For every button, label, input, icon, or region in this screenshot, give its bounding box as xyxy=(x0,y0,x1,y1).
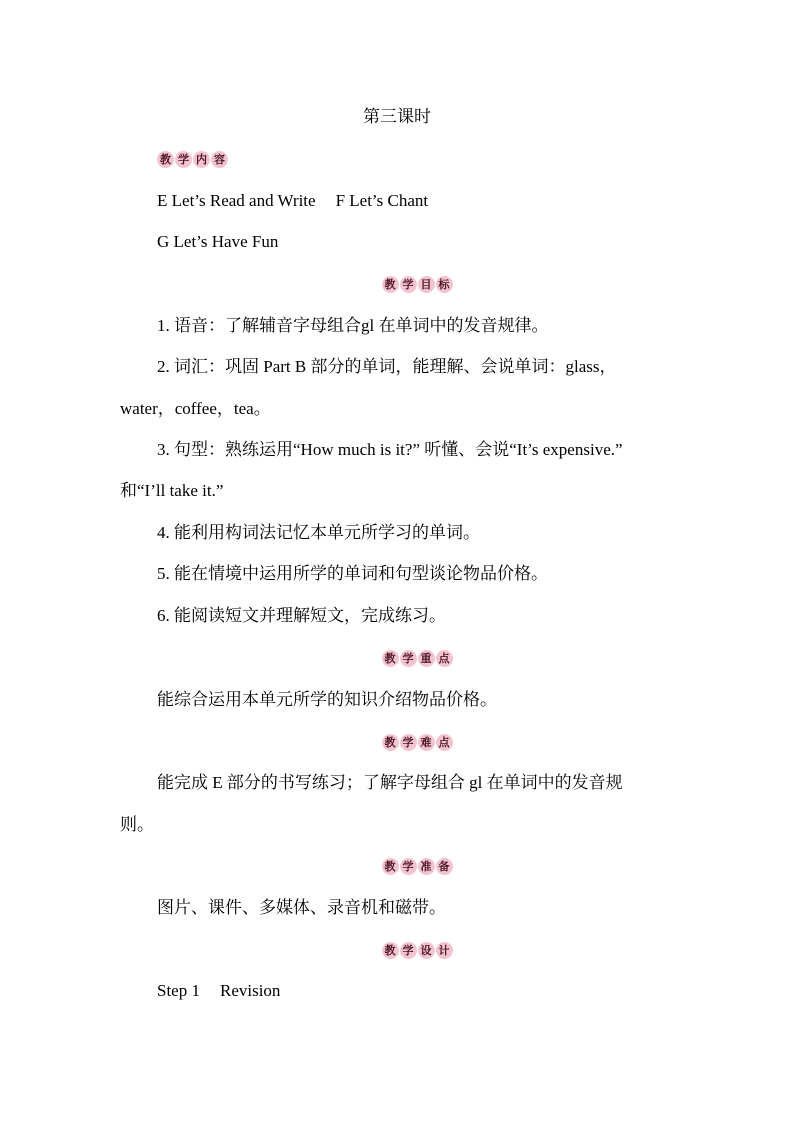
badge-character: 容 xyxy=(211,151,228,168)
step-label: Step 1 xyxy=(157,981,200,1000)
badge-character: 学 xyxy=(175,151,192,168)
prep-text: 图片、课件、多媒体、录音机和磁带。 xyxy=(157,898,446,917)
goal-3-line-2: 和“I’ll take it.” xyxy=(120,481,224,500)
content-line-1 xyxy=(157,188,428,214)
badge-character: 点 xyxy=(436,650,453,667)
badge-character: 学 xyxy=(400,858,417,875)
goal-2-line-2: water，coffee，tea。 xyxy=(120,399,271,418)
page-title: 第三课时 xyxy=(363,107,431,126)
section-badge-prep xyxy=(0,855,794,877)
section-badge-difficulties xyxy=(0,731,794,753)
difficulties-line-1: 能完成 E 部分的书写练习；了解字母组合 gl 在单词中的发音规 xyxy=(157,773,623,792)
badge-character: 备 xyxy=(436,858,453,875)
badge-character: 教 xyxy=(382,650,399,667)
badge-character: 内 xyxy=(193,151,210,168)
goal-1: 1. 语音：了解辅音字母组合gl 在单词中的发音规律。 xyxy=(157,316,549,335)
goal-4: 4. 能利用构词法记忆本单元所学习的单词。 xyxy=(157,523,480,542)
badge-character: 点 xyxy=(436,734,453,751)
content-item-f: F Let’s Chant xyxy=(335,191,429,210)
badge-goals xyxy=(382,276,453,293)
design-step-1 xyxy=(157,978,280,1004)
badge-character: 标 xyxy=(436,276,453,293)
badge-character: 学 xyxy=(400,650,417,667)
section-badge-content xyxy=(157,148,228,170)
badge-character: 学 xyxy=(400,276,417,293)
badge-character: 重 xyxy=(418,650,435,667)
goal-3-line-1: 3. 句型：熟练运用“How much is it?” 听懂、会说“It’s expensive.” xyxy=(157,440,623,459)
step-title: Revision xyxy=(219,981,281,1000)
goal-5: 5. 能在情境中运用所学的单词和句型谈论物品价格。 xyxy=(157,564,548,583)
badge-character: 难 xyxy=(418,734,435,751)
badge-character: 目 xyxy=(418,276,435,293)
content-line-2: G Let’s Have Fun xyxy=(157,232,279,251)
badge-content xyxy=(157,151,228,168)
badge-character: 学 xyxy=(400,942,417,959)
badge-character: 计 xyxy=(436,942,453,959)
section-badge-design xyxy=(0,939,794,961)
badge-prep xyxy=(382,858,453,875)
content-item-e: E Let’s Read and Write xyxy=(157,191,316,210)
badge-difficulties xyxy=(382,734,453,751)
goal-6: 6. 能阅读短文并理解短文，完成练习。 xyxy=(157,606,446,625)
badge-key-points xyxy=(382,650,453,667)
badge-character: 准 xyxy=(418,858,435,875)
badge-character: 教 xyxy=(382,942,399,959)
badge-design xyxy=(382,942,453,959)
badge-character: 教 xyxy=(157,151,174,168)
section-badge-key-points xyxy=(0,647,794,669)
key-points-text: 能综合运用本单元所学的知识介绍物品价格。 xyxy=(157,690,497,709)
difficulties-line-2: 则。 xyxy=(120,815,154,834)
badge-character: 教 xyxy=(382,858,399,875)
section-badge-goals xyxy=(0,273,794,295)
badge-character: 设 xyxy=(418,942,435,959)
badge-character: 教 xyxy=(382,734,399,751)
goal-2-line-1: 2. 词汇：巩固 Part B 部分的单词，能理解、会说单词：glass， xyxy=(157,357,617,376)
badge-character: 教 xyxy=(382,276,399,293)
badge-character: 学 xyxy=(400,734,417,751)
